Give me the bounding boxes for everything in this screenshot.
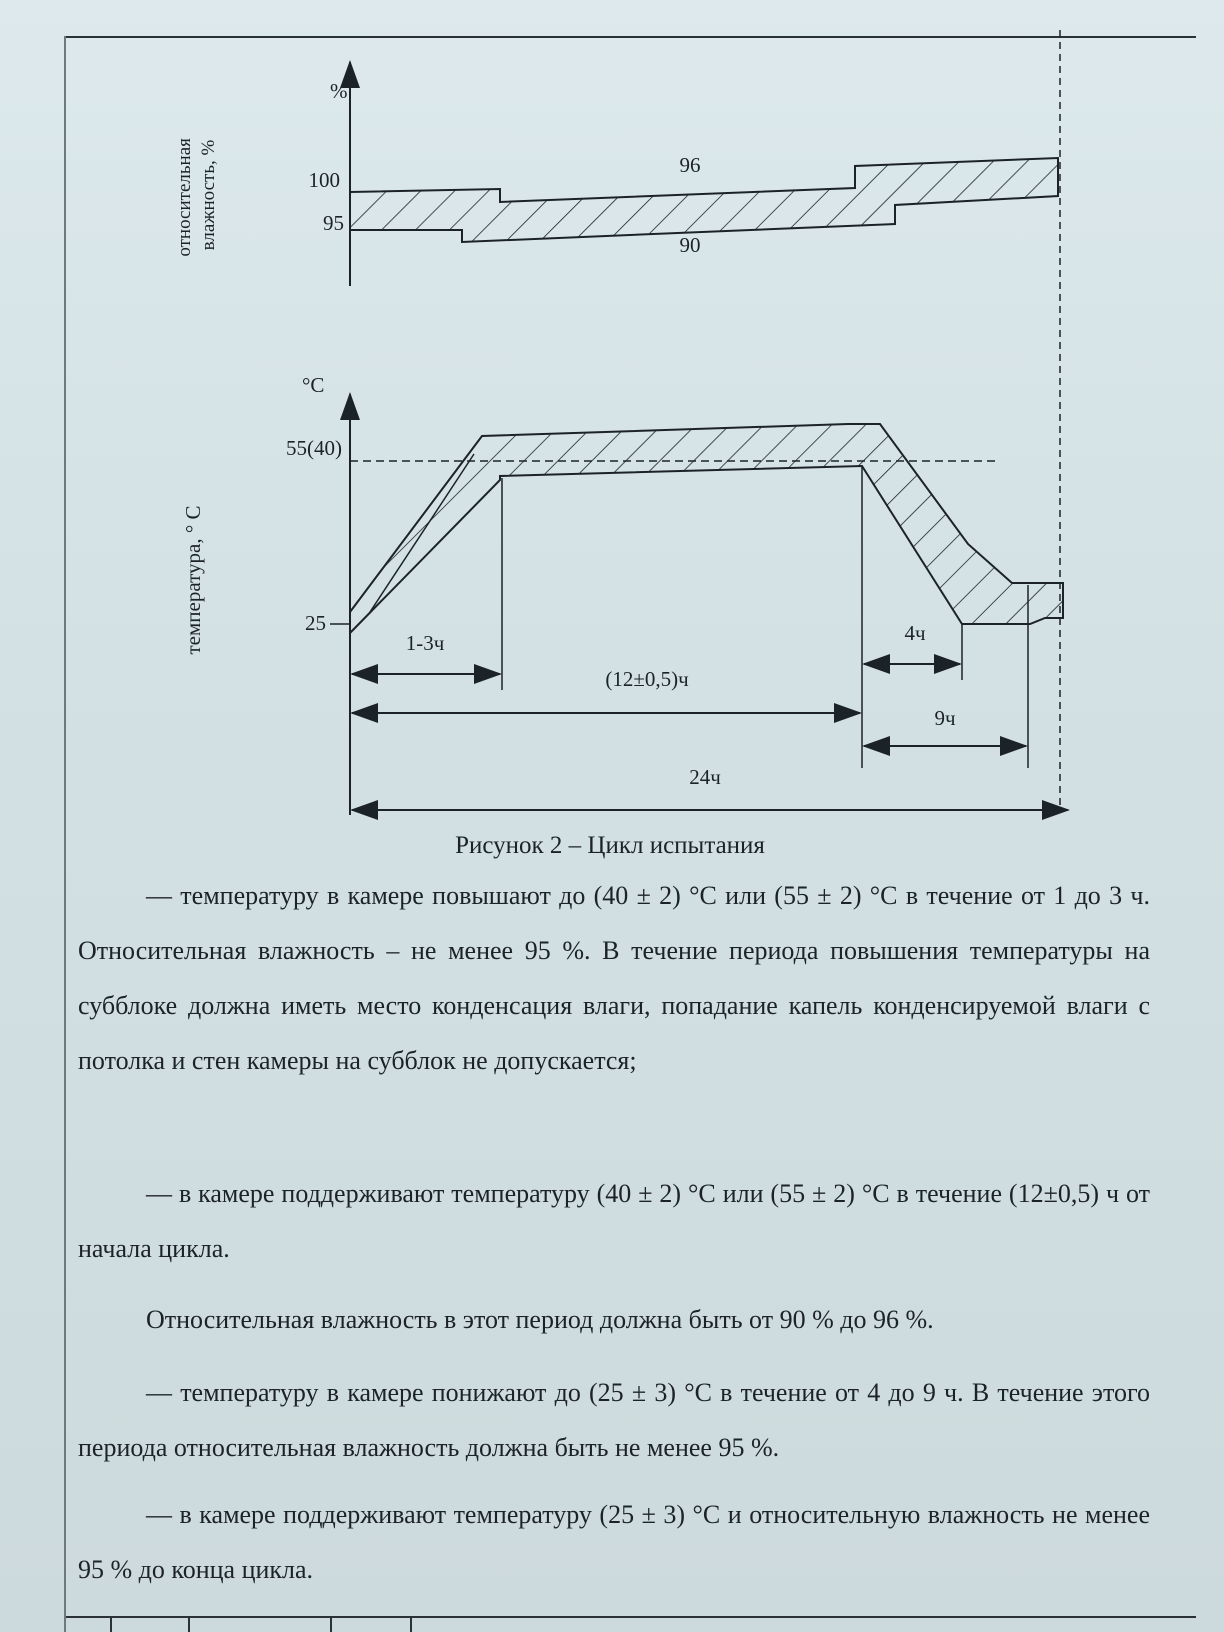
temperature-band	[350, 424, 1063, 633]
humidity-band-upper-label: 96	[679, 153, 701, 177]
title-block-divider	[330, 1616, 332, 1632]
temperature-axis-label: температура, ° С	[181, 505, 205, 655]
paragraph-hold-high: — в камере поддерживают температуру (40 ± 2) °С или (55 ± 2) °С в течение (12±0,5) ч от начала цикла.	[78, 1179, 1150, 1263]
title-block-divider	[188, 1616, 190, 1632]
title-block-divider	[110, 1616, 112, 1632]
paragraph-humidity-range: Относительная влажность в этот период должна быть от 90 % до 96 %.	[146, 1305, 934, 1334]
paragraph-heating: — температуру в камере повышают до (40 ± 2) °С или (55 ± 2) °С в течение от 1 до 3 ч. Относительная влажность – не менее 95 %. В течение периода повышения температуры на субблоке должна иметь место конденсация влаги, попадание капель конденсируемой влаги с потолка и стен камеры на субблок не допускается;	[78, 881, 1150, 1075]
paragraph-cooling: — температуру в камере понижают до (25 ± 3) °С в течение от 4 до 9 ч. В течение этого периода относительная влажность должна быть не менее 95 %.	[78, 1378, 1150, 1462]
humidity-tick-100: 100	[308, 168, 340, 192]
title-block-divider	[410, 1616, 412, 1632]
temperature-unit: °С	[302, 373, 325, 397]
humidity-band	[350, 158, 1058, 242]
humidity-band-lower-label: 90	[679, 233, 701, 257]
humidity-tick-95: 95	[323, 211, 344, 235]
temperature-ramp-inner-line	[370, 454, 474, 612]
humidity-unit: %	[330, 79, 348, 103]
temperature-tick-25: 25	[305, 611, 326, 635]
interval-label-24h: 24ч	[689, 765, 721, 789]
humidity-axis-label: относительная влажность, %	[174, 138, 219, 257]
interval-label-4h: 4ч	[904, 621, 926, 645]
page-frame-bottom	[66, 1616, 1196, 1618]
temperature-tick-55: 55(40)	[286, 436, 342, 460]
interval-label-12h: (12±0,5)ч	[605, 667, 689, 691]
interval-label-9h: 9ч	[934, 706, 956, 730]
paragraph-hold-low: — в камере поддерживают температуру (25 ± 3) °С и относительную влажность не менее 95 % до конца цикла.	[78, 1500, 1150, 1584]
figure-caption: Рисунок 2 – Цикл испытания	[455, 832, 765, 859]
interval-label-1-3h: 1-3ч	[405, 631, 445, 655]
